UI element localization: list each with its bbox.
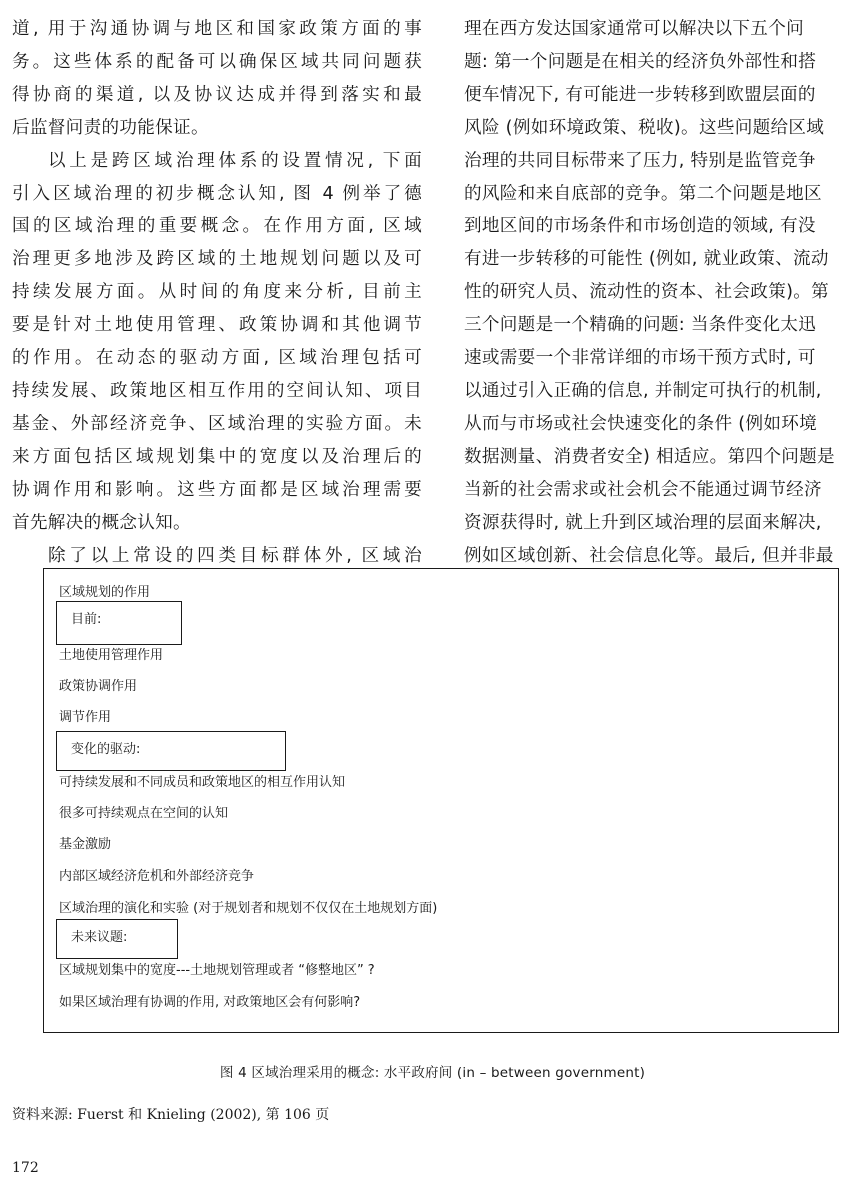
text-line: 从而与市场或社会快速变化的条件 (例如环境 [464,413,818,434]
text-line: 持续发展、政策地区相互作用的空间认知、项目 [12,380,422,401]
figure-caption: 图 4 区域治理采用的概念: 水平政府间 (in – between government) [219,1065,646,1081]
text-line: 以通过引入正确的信息, 并制定可执行的机制, [464,380,822,401]
source-note: 资料来源: Fuerst 和 Knieling (2002), 第 106 页 [12,1107,330,1123]
text-line: 有进一步转移的可能性 (例如, 就业政策、流动 [464,249,829,270]
text-line: 以上是跨区域治理体系的设置情况, 下面 [48,150,422,171]
text-line: 的作用。在动态的驱动方面, 区域治理包括可 [12,348,422,369]
text-line: 例如区域创新、社会信息化等。最后, 但并非最 [464,545,834,566]
section-heading-label: 未来议题: [71,930,128,945]
text-line: 协调作用和影响。这些方面都是区域治理需要 [12,479,422,500]
figure-list-item: 基金激励 [59,837,112,852]
text-line: 数据测量、消费者安全) 相适应。第四个问题是 [464,446,835,467]
figure-list-item: 区域治理的演化和实验 (对于规划者和规划不仅仅在土地规划方面) [59,901,438,916]
text-line: 引入区域治理的初步概念认知, 图 4 例举了德 [12,183,422,204]
text-line: 道, 用于沟通协调与地区和国家政策方面的事 [12,19,422,39]
section-heading-drivers [56,731,286,771]
text-line: 后监督问责的功能保证。 [12,117,209,138]
text-line: 速或需要一个非常详细的市场干预方式时, 可 [464,348,816,369]
text-line: 来方面包括区域规划集中的宽度以及治理后的 [12,446,422,467]
text-line: 除了以上常设的四类目标群体外, 区域治 [48,545,422,566]
figure-list-item: 很多可持续观点在空间的认知 [59,806,229,821]
text-line: 当新的社会需求或社会机会不能通过调节经济 [464,479,822,500]
text-line: 治理更多地涉及跨区域的土地规划问题以及可 [12,249,422,270]
text-line: 便车情况下, 有可能进一步转移到欧盟层面的 [464,84,816,105]
figure-list-item: 区域规划集中的宽度---土地规划管理或者 “修整地区” ? [59,963,375,978]
text-line: 治理的共同目标带来了压力, 特别是监管竞争 [464,150,816,171]
right-text-column [464,13,865,572]
section-heading-label: 变化的驱动: [71,742,141,757]
figure-list-item: 内部区域经济危机和外部经济竞争 [59,869,255,884]
text-line: 首先解决的概念认知。 [12,512,191,533]
figure-list-item: 调节作用 [59,710,112,725]
section-heading-label: 目前: [71,612,102,627]
figure-list-item: 土地使用管理作用 [59,648,164,663]
text-line: 得协商的渠道, 以及协议达成并得到落实和最 [12,84,422,105]
figure-list-item: 政策协调作用 [59,679,138,694]
text-line: 到地区间的市场条件和市场创造的领域, 有没 [464,216,816,237]
text-line: 三个问题是一个精确的问题: 当条件变化太迅 [464,315,817,336]
page-number: 172 [12,1160,39,1176]
text-line: 持续发展方面。从时间的角度来分析, 目前主 [12,282,422,303]
text-line: 的风险和来自底部的竞争。第二个问题是地区 [464,183,822,204]
text-line: 理在西方发达国家通常可以解决以下五个问 [464,19,804,39]
text-line: 务。这些体系的配备可以确保区域共同问题获 [12,51,422,72]
figure-list-item: 如果区域治理有协调的作用, 对政策地区会有何影响? [59,995,361,1010]
text-line: 基金、外部经济竞争、区域治理的实验方面。未 [12,413,422,434]
text-line: 性的研究人员、流动性的资本、社会政策)。第 [464,282,830,303]
text-line: 题: 第一个问题是在相关的经济负外部性和搭 [464,51,817,72]
figure-4-box [43,568,839,1033]
section-heading-current [56,601,182,645]
section-heading-future [56,919,178,959]
text-line: 风险 (例如环境政策、税收)。这些问题给区域 [464,117,825,138]
text-line: 国的区域治理的重要概念。在作用方面, 区域 [12,216,422,237]
left-text-column [12,13,422,572]
figure-list-item: 可持续发展和不同成员和政策地区的相互作用认知 [59,775,346,790]
text-line: 要是针对土地使用管理、政策协调和其他调节 [12,315,422,336]
figure-title: 区域规划的作用 [59,585,151,600]
text-line: 资源获得时, 就上升到区域治理的层面来解决, [464,512,822,533]
